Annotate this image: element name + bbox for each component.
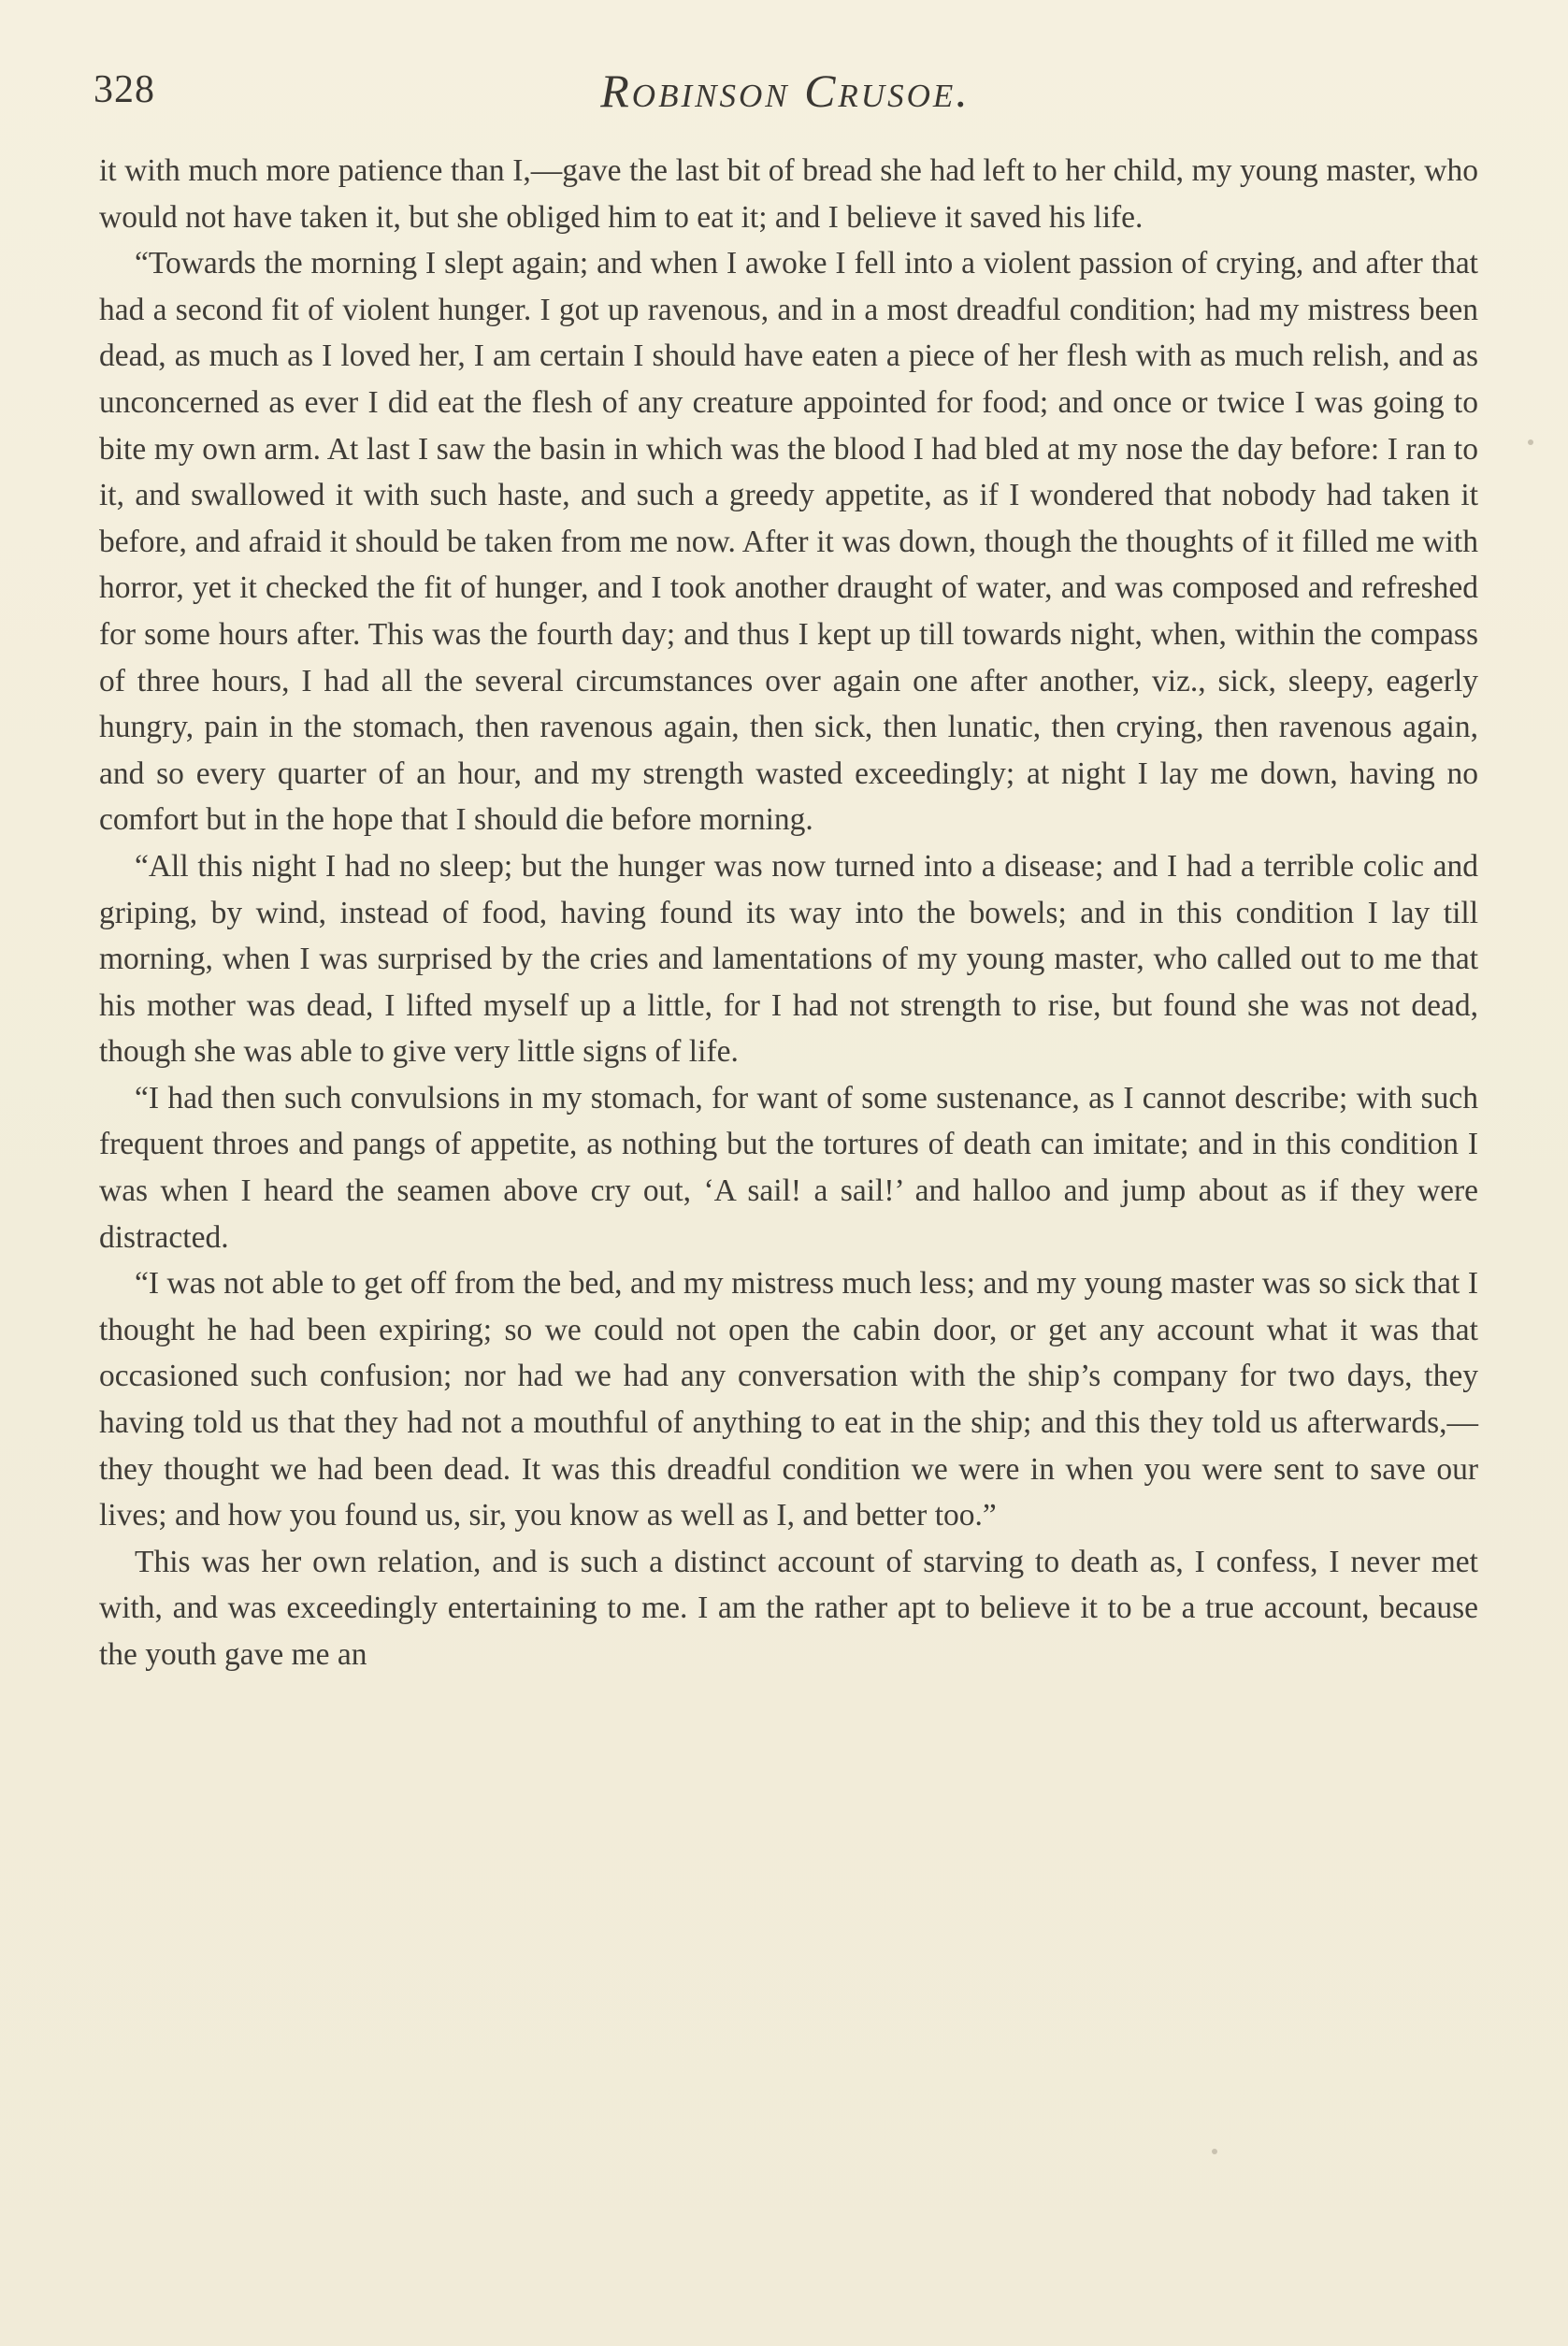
book-title: Robinson Crusoe.: [600, 65, 971, 117]
paper-speck: [1528, 439, 1533, 445]
body-text: [99, 148, 1478, 1678]
paragraph-3: “All this night I had no sleep; but the hunger was now turned into a disease; and I had a terrible colic and griping, by wind, instead of food, having found its way into the bowels; and in this condition I lay till morning, when I was surprised by the cries and lamentations of my young master, who called out to me that his mother was dead, I lifted myself up a little, for I had not strength to rise, but found she was not dead, though she was able to give very little signs of life.: [99, 848, 1478, 1070]
page-number: 328: [94, 68, 155, 111]
paragraph-5: “I was not able to get off from the bed, and my mistress much less; and my young master was so sick that I thought he had been expiring; so we could not open the cabin door, or get any account what it was that occasioned such confusion; nor had we had any conversation with the ship’s company for two days, they having told us that they had not a mouthful of anything to eat in the ship; and this they told us afterwards,—they thought we had been dead. It was this dreadful condition we were in when you were sent to save our lives; and how you found us, sir, you know as well as I, and better too.”: [99, 1266, 1478, 1533]
paper-speck: [1212, 2149, 1217, 2154]
paragraph-2: “Towards the morning I slept again; and when I awoke I fell into a violent passion of crying, and after that had a second fit of violent hunger. I got up ravenous, and in a most dreadful condition; had my mistress been dead, as much as I loved her, I am certain I should have eaten a piece of her flesh with as much relish, and as unconcerned as ever I did eat the flesh of any creature appointed for food; and once or twice I was going to bite my own arm. At last I saw the basin in which was the blood I had bled at my nose the day before: I ran to it, and swallowed it with such haste, and such a greedy appetite, as if I wondered that nobody had taken it before, and afraid it should be taken from me now. After it was down, though the thoughts of it filled me with horror, yet it checked the fit of hunger, and I took another draught of water, and was composed and refreshed for some hours after. This was the fourth day; and thus I kept up till towards night, when, within the compass of three hours, I had all the several circumstances over again one after another, viz., sick, sleepy, eagerly hungry, pain in the stomach, then ravenous again, then sick, then lunatic, then crying, then ravenous again, and so every quarter of an hour, and my strength wasted exceedingly; at night I lay me down, having no comfort but in the hope that I should die before morning.: [99, 246, 1478, 838]
running-head: [94, 64, 1477, 129]
paragraph-6: This was her own relation, and is such a distinct account of starving to death as, I confess, I never met with, and was exceedingly entertaining to me. I am the rather apt to believe it to be a true account, because the youth gave me an: [99, 1544, 1478, 1672]
paragraph-4: “I had then such convulsions in my stomach, for want of some sustenance, as I cannot describe; with such frequent throes and pangs of appetite, as nothing but the tortures of death can imitate; and in this condition I was when I heard the seamen above cry out, ‘A sail! a sail!’ and halloo and jump about as if they were distracted.: [99, 1080, 1478, 1255]
paragraph-1: it with much more patience than I,—gave the last bit of bread she had left to her child, my young master, who would not have taken it, but she obliged him to eat it; and I believe it saved his life.: [99, 153, 1478, 235]
